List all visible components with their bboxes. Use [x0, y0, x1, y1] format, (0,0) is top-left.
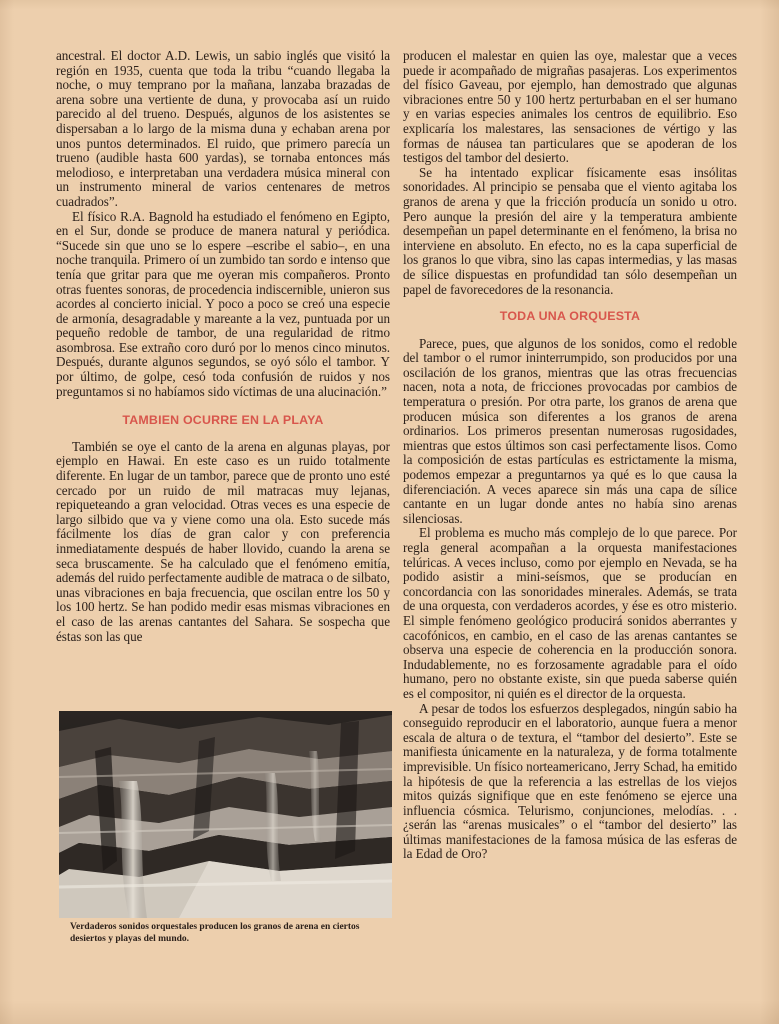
paragraph: Se ha intentado explicar físicamente esas insólitas sonoridades. Al principio se pensaba que el viento agitaba los granos de arena y que la fricción producía un sonido u otro. Pero aunque la presión del aire y la temperatura ambiente desempeñan un papel determinante en el fenómeno, la brisa no interviene en absoluto. En efecto, no es la capa superficial de los granos lo que vibra, sino las capas intermedias, y las masas de sílice dispuestas en profundidad tan sólo desempeñan un papel de favorecedores de la resonancia. — [403, 164, 737, 297]
paragraph: Parece, pues, que algunos de los sonidos, como el redoble del tambor o el rumor ininterrumpido, son producidos por una oscilación de los granos, mientras que las otras frecuencias nacen, nota a nota, de fricciones provocadas por cambios de temperatura o presión. Por otra parte, los granos de arena que producen música son diferentes a los granos de arena ordinarios. Los primeros presentan numerosas rugosidades, mientras que estos últimos son casi perfectamente lisos. Como la composición de estas partículas es estrictamente la misma, podemos empezar a preguntarnos ya qué es lo que causa la diferenciación. A veces aparece sin más una capa de sílice cantante en un lugar donde antes no había sino arenas silenciosas. — [403, 335, 737, 526]
photo-caption: Verdaderos sonidos orquestales producen los granos de arena en ciertos desiertos y playas del mundo. — [70, 922, 360, 944]
paragraph: El físico R.A. Bagnold ha estudiado el fenómeno en Egipto, en el Sur, donde se produce de manera natural y periódica. “Sucede sin que uno se lo espere –escribe el sabio–, en una noche tranquila. Primero oí un zumbido tan sordo e intenso que tenía que gritar para que me oyeran mis compañeros. Pronto otras fuentes sonoras, de procedencia indiscernible, unieron sus acordes al concierto inicial. Y poco a poco se creó una especie de armonía, desagradable y mareante a la vez, puntuada por un pequeño redoble de tambor, de una regularidad de ritmo asombrosa. Ese extraño coro duró por lo menos cinco minutos. Después, durante algunos segundos, se oyó sólo el tambor. Y por último, de golpe, cesó toda confusión de ruidos y nos preguntamos si no habíamos sido víctimas de una alucinación.” — [56, 208, 390, 399]
left-column — [56, 49, 390, 644]
right-column — [403, 49, 737, 862]
rock-photo — [59, 711, 392, 918]
paragraph: ancestral. El doctor A.D. Lewis, un sabio inglés que visitó la región en 1935, cuenta que toda la tribu “cuando llegaba la noche, o muy temprano por la mañana, lanzaba brazadas de arena sobre una vertiente de duna, y provocaba así un ruido parecido al del trueno. Después, algunos de los asistentes se dispersaban a lo largo de la misma duna y echaban arena por unos puntos determinados. El ruido, que primero parecía un trueno (audible hasta 600 yardas), se tornaba entonces más melodioso, e interpretaban una verdadera música mineral con un instrumento mineral de varios centenares de metros cuadrados”. — [56, 48, 390, 209]
paragraph: El problema es mucho más complejo de lo que parece. Por regla general acompañan a la orquesta manifestaciones telúricas. A veces incluso, como por ejemplo en Nevada, se ha podido asistir a mini-seísmos, que se producían en concordancia con las sonoridades minerales. Además, se trata de una orquesta, con verdaderos acordes, y ése es otro misterio. El simple fenómeno geológico producirá sonidos aberrantes y cacofónicos, en cambio, en el caso de las arenas cantantes se observa una especie de coherencia en la producción sonora. Indudablemente, no es forzosamente agradable para el oído humano, pero no obstante existe, sin que pueda saberse quién es el compositor, ni quién es el director de la orquesta. — [403, 525, 737, 701]
section-heading: TODA UNA ORQUESTA — [499, 309, 641, 324]
section-heading: TAMBIEN OCURRE EN LA PLAYA — [122, 413, 324, 428]
paragraph: También se oye el canto de la arena en algunas playas, por ejemplo en Hawai. En este caso es un ruido totalmente diferente. En lugar de un tambor, parece que de pronto uno esté cercado por un ruido de mil matracas muy lejanas, repiqueteando a gran velocidad. Otras veces es una especie de largo silbido que va y viene como una ola. Esto sucede más fácilmente los días de gran calor y con preferencia inmediatamente después de haber llovido, cuando la arena se seca bruscamente. Se ha calculado que el fenómeno emitía, además del ruido perfectamente audible de matraca o de silbato, unas vibraciones en baja frecuencia, que oscilan entre los 50 y los 100 hertz. Se han podido medir esas mismas vibraciones en el caso de las arenas cantantes del Sahara. Se sospecha que éstas son las que — [56, 438, 390, 644]
rock-photo-image — [59, 711, 392, 918]
paragraph: A pesar de todos los esfuerzos desplegados, ningún sabio ha conseguido reproducir en el laboratorio, aunque fuera a menor escala de altura o de textura, el “tambor del desierto”. Este se manifiesta únicamente en la naturaleza, y de forma totalmente imprevisible. Un físico norteamericano, Jerry Schad, ha emitido la hipótesis de que la referencia a las estrellas de los viejos mitos quizás signifique que en este fenómeno se ejerce una influencia cósmica. Telurismo, conjunciones, melodías. . . ¿serán las “arenas musicales” o el “tambor del desierto” las últimas manifestaciones de la famosa música de las esferas de la Edad de Oro? — [403, 700, 737, 862]
paragraph: producen el malestar en quien las oye, malestar que a veces puede ir acompañado de migrañas pasajeras. Los experimentos del físico Gaveau, por ejemplo, han demostrado que algunas vibraciones entre 50 y 100 hertz perturbaban en el ser humano y en varias especies animales los centros de equilibrio. Eso explicaría los malestares, las sensaciones de vértigo y las formas de náusea tan particulares que se apoderan de los testigos del tambor del desierto. — [403, 48, 737, 166]
